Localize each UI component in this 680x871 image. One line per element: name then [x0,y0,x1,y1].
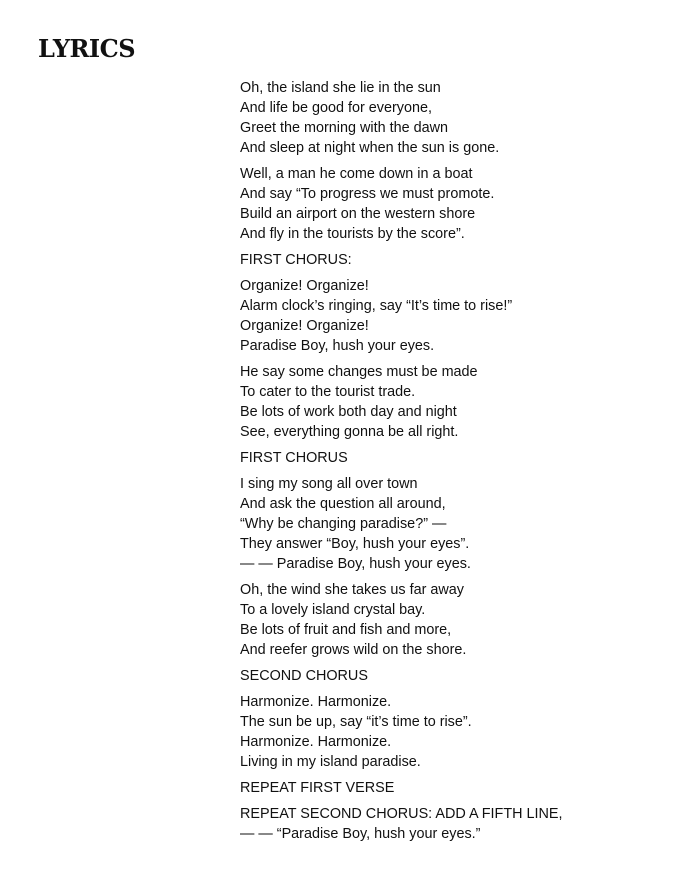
lyric-line: To a lovely island crystal bay. [240,602,426,618]
lyric-line: Harmonize. Harmonize. [240,734,392,750]
verse-1 [240,78,670,158]
section-heading-repeat-first-verse: REPEAT FIRST VERSE [240,780,395,796]
section-heading-second-chorus: SECOND CHORUS [240,668,368,684]
lyric-line: Be lots of work both day and night [240,404,457,420]
section-heading-repeat-second-chorus: REPEAT SECOND CHORUS: ADD A FIFTH LINE, [240,806,563,822]
section-heading-first-chorus-repeat: FIRST CHORUS [240,450,348,466]
lyric-line: Living in my island paradise. [240,754,421,770]
lyric-line: Greet the morning with the dawn [240,120,448,136]
lyric-line: And say “To progress we must promote. [240,186,495,202]
lyric-line: And reefer grows wild on the shore. [240,642,467,658]
lyric-line: See, everything gonna be all right. [240,424,459,440]
second-chorus [240,692,670,772]
page-title: LYRICS [38,34,136,63]
lyric-line: Oh, the island she lie in the sun [240,80,441,96]
lyric-line: And life be good for everyone, [240,100,433,116]
verse-4 [240,474,670,574]
lyric-line: Harmonize. Harmonize. [240,694,392,710]
lyric-line: He say some changes must be made [240,364,478,380]
lyric-line: And ask the question all around, [240,496,446,512]
lyric-line: The sun be up, say “it’s time to rise”. [240,714,472,730]
verse-2 [240,164,670,244]
lyric-line: And fly in the tourists by the score”. [240,226,465,242]
first-chorus [240,276,670,356]
lyric-line: Well, a man he come down in a boat [240,166,473,182]
lyrics-body [240,78,670,850]
lyric-line: — — Paradise Boy, hush your eyes. [240,556,471,572]
lyric-line: To cater to the tourist trade. [240,384,416,400]
lyric-line: Organize! Organize! [240,318,369,334]
lyric-line: And sleep at night when the sun is gone. [240,140,500,156]
verse-5 [240,580,670,660]
lyric-line: “Why be changing paradise?” — [240,516,447,532]
verse-3 [240,362,670,442]
lyric-line: They answer “Boy, hush your eyes”. [240,536,470,552]
lyric-line: Paradise Boy, hush your eyes. [240,338,435,354]
section-heading-first-chorus: FIRST CHORUS: [240,252,352,268]
lyric-line: I sing my song all over town [240,476,418,492]
closing-instructions [240,804,670,844]
lyric-line: Alarm clock’s ringing, say “It’s time to rise!” [240,298,513,314]
lyric-line: Organize! Organize! [240,278,369,294]
lyric-line: Be lots of fruit and fish and more, [240,622,452,638]
lyric-line-final: — — “Paradise Boy, hush your eyes.” [240,826,481,842]
lyric-line: Oh, the wind she takes us far away [240,582,464,598]
lyric-line: Build an airport on the western shore [240,206,476,222]
